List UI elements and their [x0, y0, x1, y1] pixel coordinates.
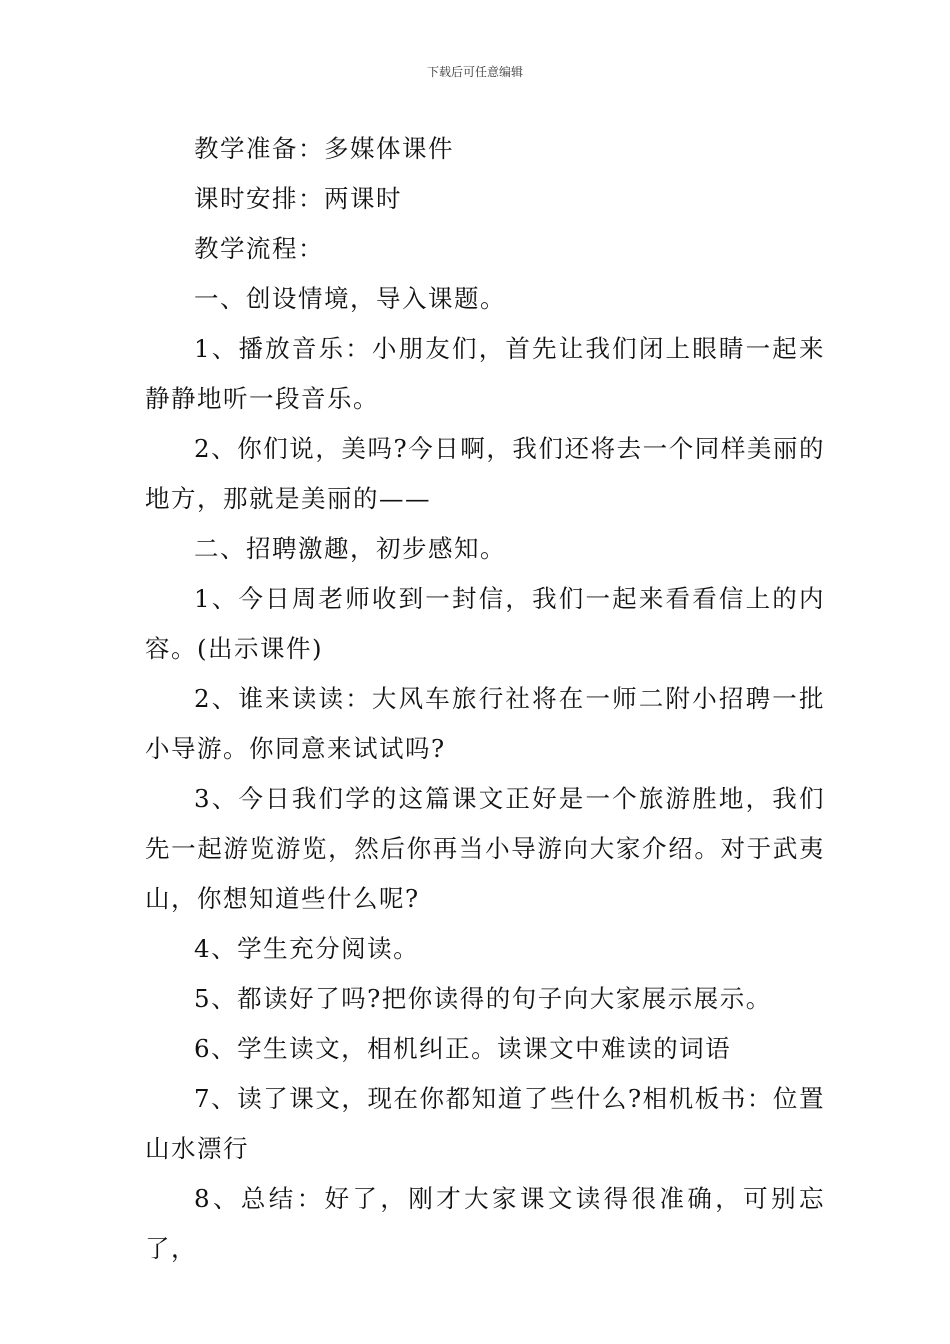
- section-heading-1: 一、创设情境，导入课题。: [194, 284, 506, 313]
- paragraph-item: 1、今日周老师收到一封信，我们一起来看看信上的内容。(出示课件): [145, 584, 825, 663]
- section-heading-2: 二、招聘激趣，初步感知。: [194, 534, 506, 563]
- paragraph-item: 2、你们说，美吗?今日啊，我们还将去一个同样美丽的地方，那就是美丽的——: [145, 434, 825, 513]
- paragraph-process-heading: 教学流程：: [194, 234, 324, 263]
- paragraph-item: 5、都读好了吗?把你读得的句子向大家展示展示。: [194, 984, 772, 1013]
- paragraph-item: 3、今日我们学的这篇课文正好是一个旅游胜地，我们先一起游览游览，然后你再当小导游向大家介绍。对于武夷山，你想知道些什么呢?: [145, 784, 825, 913]
- paragraph-item: 6、学生读文，相机纠正。读课文中难读的词语: [194, 1034, 732, 1063]
- page-header-note: 下载后可任意编辑: [426, 65, 523, 79]
- paragraph-item: 4、学生充分阅读。: [194, 934, 420, 963]
- paragraph-schedule: 课时安排：两课时: [194, 184, 402, 213]
- paragraph-item: 2、谁来读读：大风车旅行社将在一师二附小招聘一批小导游。你同意来试试吗?: [145, 684, 825, 763]
- paragraph-preparation: 教学准备：多媒体课件: [194, 134, 454, 163]
- paragraph-item: 8、总结：好了，刚才大家课文读得很准确，可别忘了，: [145, 1184, 825, 1263]
- paragraph-item: 1、播放音乐：小朋友们，首先让我们闭上眼睛一起来静静地听一段音乐。: [145, 334, 825, 413]
- paragraph-item: 7、读了课文，现在你都知道了些什么?相机板书：位置山水漂行: [145, 1084, 825, 1163]
- document-body: [145, 124, 825, 1274]
